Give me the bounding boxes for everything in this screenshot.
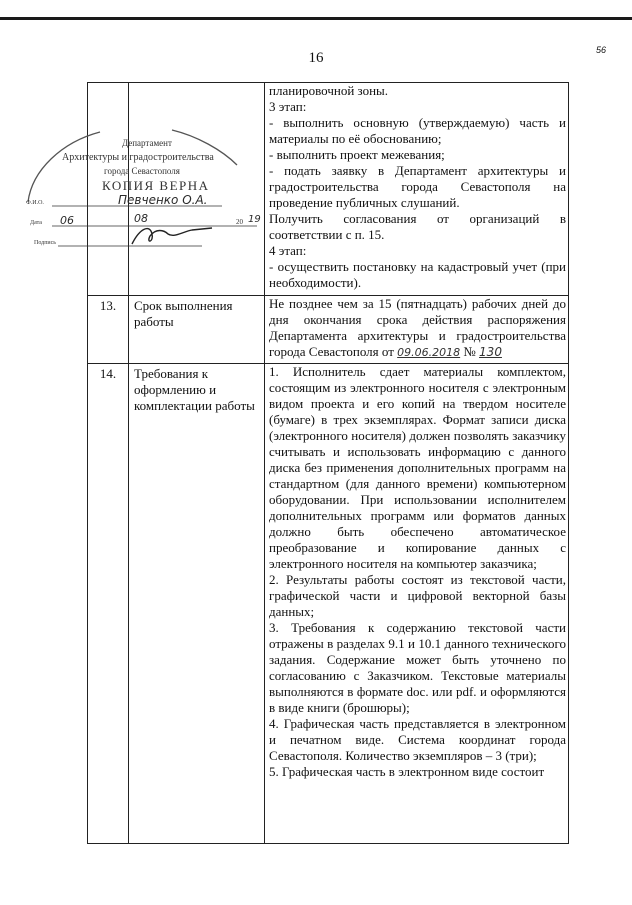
header-rule	[0, 17, 632, 20]
table-row	[88, 296, 569, 364]
row-content	[265, 296, 569, 364]
stamp-sign-label: Подпись	[34, 240, 57, 246]
paragraph: Получить согласования от организаций в соответствии с п. 15.	[269, 211, 566, 242]
row-label: Срок выполнения работы	[129, 296, 265, 364]
stamp-date-year: 19	[248, 214, 261, 225]
stamp-fio-label: Ф.И.О.	[26, 200, 44, 206]
stamp-date-label: Дата	[30, 220, 42, 226]
stamp-date-month: 08	[134, 212, 148, 225]
row-number: 14.	[88, 364, 129, 844]
paragraph: - выполнить основную (утверждаемую) часть и материалы по её обоснованию;	[269, 115, 566, 146]
row-label	[129, 83, 265, 296]
number-sign: №	[463, 344, 476, 359]
handwritten-number: 130	[479, 345, 502, 359]
stamp-year-prefix: 20	[236, 218, 243, 226]
stamp-copy: КОПИЯ ВЕРНА	[102, 178, 210, 193]
paragraph: 4. Графическая часть представляется в электронном и печатном виде. Система координат города Севастополя. Количество экземпляров – 3 (три);	[269, 716, 566, 763]
row-number: 13.	[88, 296, 129, 364]
page-number: 16	[308, 50, 324, 66]
corner-number: 56	[596, 45, 607, 55]
paragraph: планировочной зоны.	[269, 83, 389, 98]
paragraph: 4 этап:	[269, 243, 307, 258]
paragraph: 3. Требования к содержанию текстовой части отражены в разделах 9.1 и 10.1 данного технического задания. Содержание может быть уточнено по согласованию с Заказчиком. Текстовые материалы выполняются в формате doc. или pdf. и оформляются в виде книги (брошюры);	[269, 620, 566, 715]
paragraph: 1. Исполнитель сдает материалы комплектом, состоящим из электронного носителя с электронным видом проекта и его копий на твердом носителе (бумаге) в трех экземплярах. Формат записи диска (электронного носителя) должен позволять заказчику считывать и использовать информацию с данного диска без применения дополнительных программ на стандартном (для данного времени) компьютерном оборудовании. При использовании исполнителем дополнительных программ или форматов данных должно быть обеспечено автоматическое преобразование и копирование данных с электронного носителя на компьютер заказчика;	[269, 364, 566, 571]
paragraph: 2. Результаты работы состоят из текстовой части, графической части и цифровой векторной базы данных;	[269, 572, 566, 619]
table-row	[88, 364, 569, 844]
deadline-text: Не позднее чем за 15 (пятнадцать) рабочих дней до дня окончания срока действия распоряжения Департамента архитектуры и градостроительства города Севастополя от	[269, 296, 566, 359]
row-content	[265, 364, 569, 844]
handwritten-date: 09.06.2018	[397, 346, 461, 359]
stamp-line1: Департамент	[122, 138, 172, 148]
row-label: Требования к оформлению и комплектации работы	[129, 364, 265, 844]
table-row	[88, 83, 569, 296]
paragraph: 5. Графическая часть в электронном виде состоит	[269, 764, 545, 779]
paragraph: - осуществить постановку на кадастровый учет (при необходимости).	[269, 259, 566, 290]
paragraph	[265, 296, 568, 361]
stamp-date-day: 06	[60, 214, 74, 227]
stamp-line2: Архитектуры и градостроительства	[62, 152, 214, 163]
paragraph: 3 этап:	[269, 99, 307, 114]
spec-table	[87, 82, 569, 844]
row-number	[88, 83, 129, 296]
stamp-line3: города Севастополя	[104, 166, 180, 176]
paragraph: - выполнить проект межевания;	[269, 147, 445, 162]
stamp-fio-value: Певченко О.А.	[118, 193, 208, 207]
row-content	[265, 83, 569, 296]
paragraph: - подать заявку в Департамент архитектуры и градостроительства города Севастополя на проведение публичных слушаний.	[269, 163, 566, 210]
